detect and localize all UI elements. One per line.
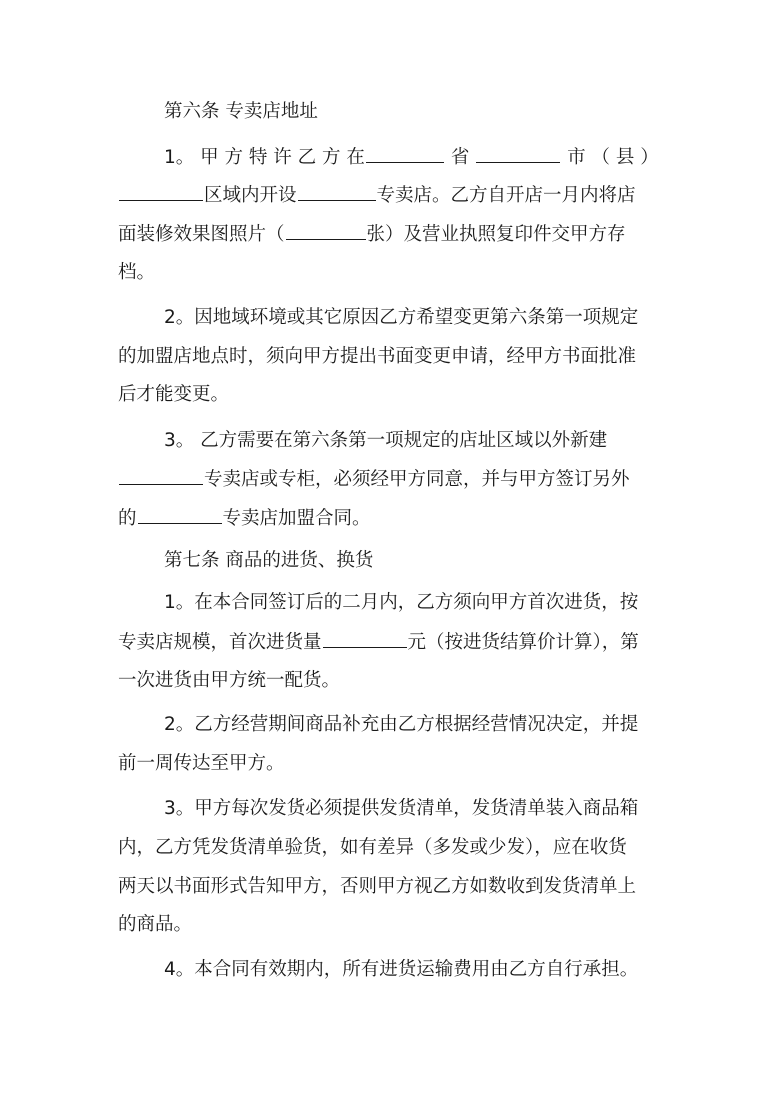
text: 省 <box>444 147 470 168</box>
s6-p2-line2: 的加盟店地点时，须向甲方提出书面变更申请，经甲方书面批准 <box>118 346 637 367</box>
s7-p3-line2: 内，乙方凭发货清单验货，如有差异（多发或少发），应在收货 <box>118 837 627 858</box>
fill-blank[interactable] <box>119 183 203 201</box>
fill-blank[interactable] <box>119 467 203 485</box>
text: 市 （ 县 ） <box>561 147 659 168</box>
s6-p3-line1: 3。 乙方需要在第六条第一项规定的店址区域以外新建 <box>164 430 608 451</box>
section-6-heading: 第六条 专卖店地址 <box>164 101 318 122</box>
fill-blank[interactable] <box>323 630 407 648</box>
s7-p2-line2: 前一周传达至甲方。 <box>118 753 285 774</box>
s7-p1-line3: 一次进货由甲方统一配货。 <box>118 670 341 691</box>
text: 面装修效果图照片（ <box>118 224 285 245</box>
fill-blank[interactable] <box>286 222 366 240</box>
s6-p3-line2 <box>118 467 630 492</box>
text: 1。 甲 方 特 许 乙 方 在 <box>164 147 365 168</box>
text: 的 <box>118 508 137 529</box>
text: 元（按进货结算价计算），第 <box>407 632 639 653</box>
text: 专卖店规模，首次进货量 <box>118 632 322 653</box>
s7-p1-line1: 1。在本合同签订后的二月内，乙方须向甲方首次进货，按 <box>164 592 639 613</box>
fill-blank[interactable] <box>366 145 444 163</box>
s7-p3-line3: 两天以书面形式告知甲方，否则甲方视乙方如数收到发货清单上 <box>118 876 637 897</box>
s7-p4-line1: 4。本合同有效期内，所有进货运输费用由乙方自行承担。 <box>164 959 639 980</box>
s7-p1-line2 <box>118 630 639 655</box>
text: 专卖店或专柜，必须经甲方同意，并与甲方签订另外 <box>204 469 630 490</box>
s6-p2-line3: 后才能变更。 <box>118 384 230 405</box>
s6-p2-line1: 2。因地域环境或其它原因乙方希望变更第六条第一项规定 <box>164 307 639 328</box>
text: 张）及营业执照复印件交甲方存 <box>366 224 626 245</box>
text: 专卖店加盟合同。 <box>222 508 371 529</box>
s6-p1-line4: 档。 <box>118 262 156 283</box>
s6-p1-line2 <box>118 183 636 208</box>
s7-p2-line1: 2。乙方经营期间商品补充由乙方根据经营情况决定，并提 <box>164 714 639 735</box>
text: 专卖店。乙方自开店一月内将店 <box>376 185 636 206</box>
s6-p1-line1 <box>164 145 659 170</box>
text: 区域内开设 <box>204 185 297 206</box>
s7-p3-line4: 的商品。 <box>118 914 193 935</box>
fill-blank[interactable] <box>476 145 560 163</box>
s6-p3-line3 <box>118 506 371 531</box>
s7-p3-line1: 3。甲方每次发货必须提供发货清单，发货清单装入商品箱 <box>164 798 639 819</box>
fill-blank[interactable] <box>138 506 222 524</box>
section-7-heading: 第七条 商品的进货、换货 <box>164 550 374 571</box>
s6-p1-line3 <box>118 222 626 247</box>
fill-blank[interactable] <box>298 183 376 201</box>
